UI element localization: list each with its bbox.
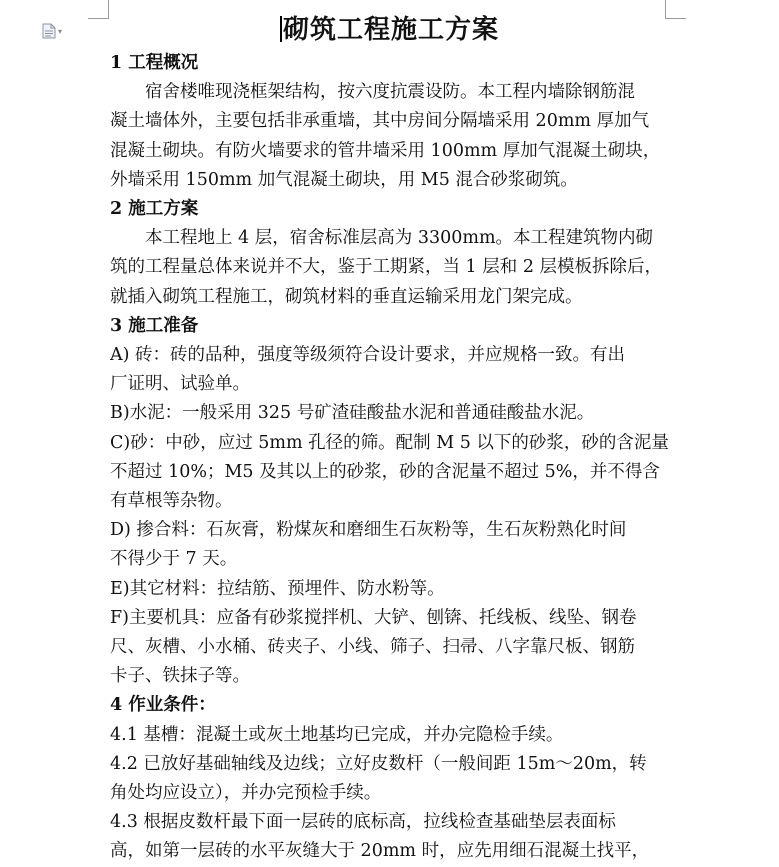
body-text-line: B)水泥：一般采用 325 号矿渣硅酸盐水泥和普通硅酸盐水泥。 [110,403,595,424]
text-cursor [280,16,282,42]
body-text-line: 宿舍楼唯现浇框架结构，按六度抗震设防。本工程内墙除钢筋混 [145,82,635,103]
body-text-line: C)砂：中砂，应过 5mm 孔径的筛。配制 M 5 以下的砂浆，砂的含泥量 [110,432,669,453]
body-text-line: 高，如第一层砖的水平灰缝大于 20mm 时，应先用细石混凝土找平， [110,841,650,862]
document-body [110,49,670,867]
section-heading: 3 施工准备 [110,315,199,336]
title-text: 砌筑工程施工方案 [282,15,499,45]
body-text-line: 外墙采用 150mm 加气混凝土砌块，用 M5 混合砂浆砌筑。 [110,169,578,190]
body-text-line: 不得少于 7 天。 [110,549,238,570]
body-text-line: 有草根等杂物。 [110,491,233,512]
body-text-line: 本工程地上 4 层，宿舍标准层高为 3300mm。本工程建筑物内砌 [145,228,654,249]
body-text-line: 不超过 10%；M5 及其以上的砂浆，砂的含泥量不超过 5%，并不得含 [110,461,660,482]
body-text-line: 厂证明、试验单。 [110,374,250,395]
body-text-line: 角处均应设立），并办完预检手续。 [110,783,382,804]
section-heading: 1 工程概况 [110,53,199,73]
body-text-line: 4.3 根据皮数杆最下面一层砖的底标高，拉线检查基础垫层表面标 [110,812,616,833]
body-text-line: D) 掺合料：石灰膏，粉煤灰和磨细生石灰粉等，生石灰粉熟化时间 [110,520,627,541]
body-text-line: 4.1 基槽：混凝土或灰土地基均已完成，并办完隐检手续。 [110,724,564,745]
section-heading: 2 施工方案 [110,199,199,220]
body-text-line: 尺、灰槽、小水桶、砖夹子、小线、筛子、扫帚、八字靠尺板、钢筋 [110,637,635,658]
body-text-line: 4.2 已放好基础轴线及边线；立好皮数杆（一般间距 15m～20m，转 [110,753,647,774]
body-text-line: F)主要机具：应备有砂浆搅拌机、大铲、刨锛、托线板、线坠、钢卷 [110,607,637,628]
body-text-line: 卡子、铁抹子等。 [110,666,250,687]
body-text-line: A) 砖：砖的品种，强度等级须符合设计要求，并应规格一致。有出 [110,345,626,366]
document-title [0,12,779,48]
body-text-line: 筑的工程量总体来说并不大，鉴于工期紧，当 1 层和 2 层模板拆除后， [110,257,663,278]
chevron-down-icon[interactable]: ▾ [58,26,63,36]
body-text-line: 就插入砌筑工程施工，砌筑材料的垂直运输采用龙门架完成。 [110,286,583,307]
section-heading: 4 作业条件： [110,695,216,716]
body-text-line: 混凝土砌块。有防火墙要求的管井墙采用 100mm 厚加气混凝土砌块， [110,140,661,161]
body-text-line: 凝土墙体外，主要包括非承重墙，其中房间分隔墙采用 20mm 厚加气 [110,111,650,132]
body-text-line: E)其它材料：拉结筋、预埋件、防水粉等。 [110,578,445,599]
